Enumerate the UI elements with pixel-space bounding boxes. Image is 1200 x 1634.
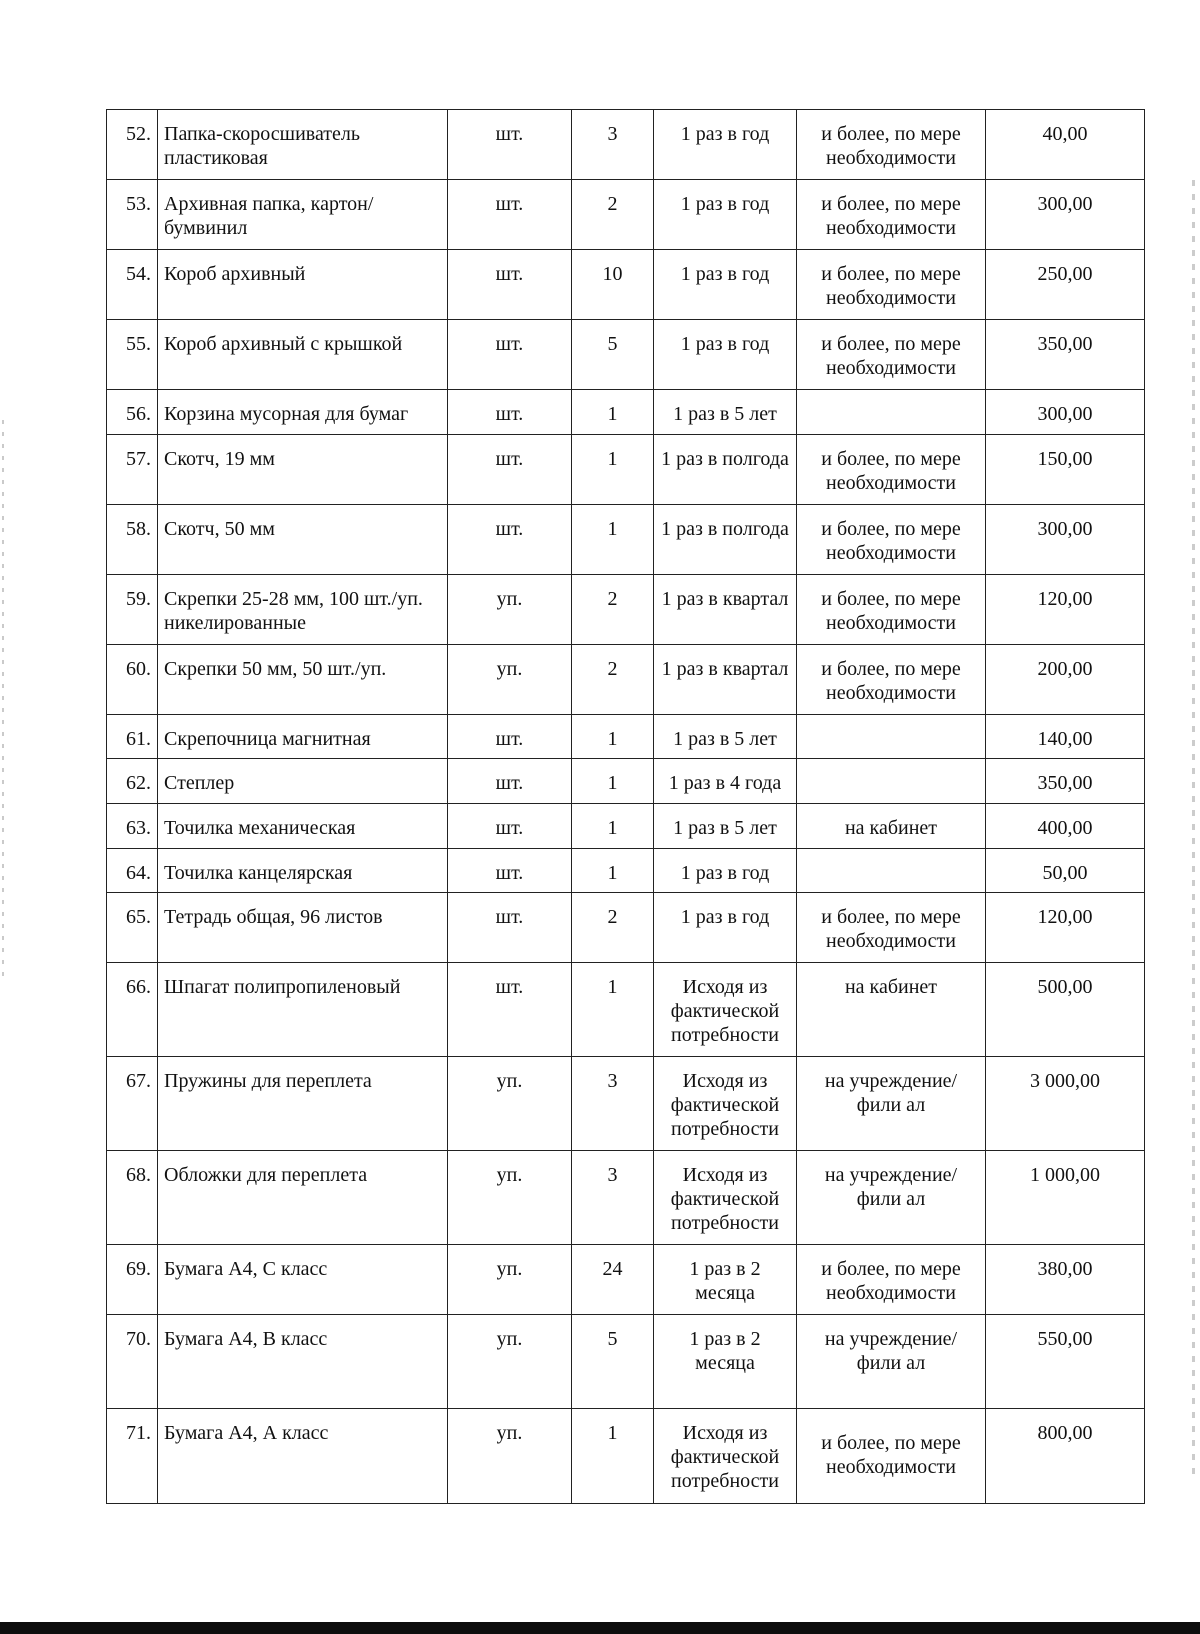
quantity-cell: 2: [572, 645, 654, 715]
row-number: 67.: [107, 1057, 158, 1151]
row-number: 64.: [107, 849, 158, 893]
unit-cell: уп.: [448, 1057, 572, 1151]
period-cell: 1 раз в год: [654, 180, 797, 250]
note-cell: на учреждение/фили ал: [797, 1315, 986, 1409]
period-cell: Исходя из фактической потребности: [654, 1151, 797, 1245]
price-cell: 250,00: [986, 250, 1145, 320]
item-name: Скотч, 19 мм: [158, 435, 448, 505]
item-name: Обложки для переплета: [158, 1151, 448, 1245]
quantity-cell: 3: [572, 1151, 654, 1245]
item-name: Скрепочница магнитная: [158, 715, 448, 759]
item-name: Пружины для переплета: [158, 1057, 448, 1151]
item-name: Бумага А4, В класс: [158, 1315, 448, 1409]
unit-cell: шт.: [448, 715, 572, 759]
price-cell: 400,00: [986, 804, 1145, 849]
price-cell: 350,00: [986, 320, 1145, 390]
item-name: Скрепки 25-28 мм, 100 шт./уп. никелированные: [158, 575, 448, 645]
table-row: [107, 804, 1145, 849]
unit-cell: шт.: [448, 759, 572, 804]
quantity-cell: 1: [572, 715, 654, 759]
price-cell: 800,00: [986, 1409, 1145, 1504]
price-cell: 140,00: [986, 715, 1145, 759]
quantity-cell: 5: [572, 1315, 654, 1409]
scan-artifact-right: [1192, 180, 1195, 1480]
note-cell: и более, по мере необходимости: [797, 1409, 986, 1504]
period-cell: 1 раз в год: [654, 893, 797, 963]
item-name: Короб архивный с крышкой: [158, 320, 448, 390]
row-number: 59.: [107, 575, 158, 645]
table-row: [107, 180, 1145, 250]
row-number: 60.: [107, 645, 158, 715]
table-row: [107, 645, 1145, 715]
row-number: 56.: [107, 390, 158, 435]
quantity-cell: 1: [572, 849, 654, 893]
note-cell: и более, по мере необходимости: [797, 435, 986, 505]
unit-cell: шт.: [448, 505, 572, 575]
table-row: [107, 1151, 1145, 1245]
period-cell: 1 раз в полгода: [654, 435, 797, 505]
note-cell: на кабинет: [797, 804, 986, 849]
row-number: 61.: [107, 715, 158, 759]
unit-cell: шт.: [448, 250, 572, 320]
table-row: [107, 575, 1145, 645]
row-number: 58.: [107, 505, 158, 575]
unit-cell: уп.: [448, 1409, 572, 1504]
table-row: [107, 435, 1145, 505]
scan-artifact-left: [2, 420, 4, 980]
quantity-cell: 1: [572, 759, 654, 804]
period-cell: 1 раз в 5 лет: [654, 804, 797, 849]
note-cell: на кабинет: [797, 963, 986, 1057]
quantity-cell: 2: [572, 180, 654, 250]
item-name: Точилка канцелярская: [158, 849, 448, 893]
price-cell: 120,00: [986, 893, 1145, 963]
note-cell: [797, 390, 986, 435]
row-number: 62.: [107, 759, 158, 804]
unit-cell: шт.: [448, 180, 572, 250]
unit-cell: уп.: [448, 1151, 572, 1245]
item-name: Архивная папка, картон/бумвинил: [158, 180, 448, 250]
supplies-table: [106, 109, 1145, 1504]
note-cell: и более, по мере необходимости: [797, 320, 986, 390]
note-cell: и более, по мере необходимости: [797, 1245, 986, 1315]
row-number: 63.: [107, 804, 158, 849]
quantity-cell: 1: [572, 435, 654, 505]
period-cell: 1 раз в год: [654, 110, 797, 180]
row-number: 68.: [107, 1151, 158, 1245]
unit-cell: шт.: [448, 893, 572, 963]
period-cell: 1 раз в год: [654, 320, 797, 390]
price-cell: 200,00: [986, 645, 1145, 715]
period-cell: 1 раз в 2 месяца: [654, 1245, 797, 1315]
note-cell: и более, по мере необходимости: [797, 180, 986, 250]
table-row: [107, 963, 1145, 1057]
row-number: 54.: [107, 250, 158, 320]
item-name: Корзина мусорная для бумаг: [158, 390, 448, 435]
note-cell: и более, по мере необходимости: [797, 250, 986, 320]
row-number: 65.: [107, 893, 158, 963]
table-row: [107, 893, 1145, 963]
price-cell: 150,00: [986, 435, 1145, 505]
period-cell: 1 раз в год: [654, 250, 797, 320]
note-cell: на учреждение/фили ал: [797, 1151, 986, 1245]
unit-cell: шт.: [448, 320, 572, 390]
item-name: Тетрадь общая, 96 листов: [158, 893, 448, 963]
unit-cell: уп.: [448, 1315, 572, 1409]
note-cell: и более, по мере необходимости: [797, 645, 986, 715]
quantity-cell: 1: [572, 963, 654, 1057]
price-cell: 300,00: [986, 390, 1145, 435]
period-cell: Исходя из фактической потребности: [654, 1409, 797, 1504]
quantity-cell: 1: [572, 804, 654, 849]
note-cell: [797, 849, 986, 893]
price-cell: 550,00: [986, 1315, 1145, 1409]
item-name: Короб архивный: [158, 250, 448, 320]
note-cell: [797, 759, 986, 804]
period-cell: 1 раз в 2 месяца: [654, 1315, 797, 1409]
period-cell: 1 раз в 5 лет: [654, 390, 797, 435]
period-cell: 1 раз в полгода: [654, 505, 797, 575]
table-row: [107, 320, 1145, 390]
item-name: Бумага А4, С класс: [158, 1245, 448, 1315]
scan-artifact-bottom: [0, 1622, 1200, 1634]
unit-cell: шт.: [448, 110, 572, 180]
period-cell: 1 раз в квартал: [654, 575, 797, 645]
price-cell: 120,00: [986, 575, 1145, 645]
table-row: [107, 1245, 1145, 1315]
table-row: [107, 1409, 1145, 1504]
price-cell: 500,00: [986, 963, 1145, 1057]
price-cell: 300,00: [986, 180, 1145, 250]
item-name: Степлер: [158, 759, 448, 804]
unit-cell: шт.: [448, 390, 572, 435]
table-row: [107, 715, 1145, 759]
quantity-cell: 3: [572, 1057, 654, 1151]
unit-cell: уп.: [448, 645, 572, 715]
row-number: 66.: [107, 963, 158, 1057]
quantity-cell: 1: [572, 1409, 654, 1504]
quantity-cell: 2: [572, 575, 654, 645]
item-name: Скрепки 50 мм, 50 шт./уп.: [158, 645, 448, 715]
table-row: [107, 1057, 1145, 1151]
row-number: 71.: [107, 1409, 158, 1504]
period-cell: Исходя из фактической потребности: [654, 963, 797, 1057]
unit-cell: шт.: [448, 435, 572, 505]
table-row: [107, 759, 1145, 804]
table-row: [107, 250, 1145, 320]
item-name: Точилка механическая: [158, 804, 448, 849]
row-number: 53.: [107, 180, 158, 250]
row-number: 52.: [107, 110, 158, 180]
unit-cell: шт.: [448, 804, 572, 849]
quantity-cell: 5: [572, 320, 654, 390]
table-row: [107, 1315, 1145, 1409]
unit-cell: уп.: [448, 1245, 572, 1315]
item-name: Бумага А4, А класс: [158, 1409, 448, 1504]
price-cell: 350,00: [986, 759, 1145, 804]
price-cell: 380,00: [986, 1245, 1145, 1315]
unit-cell: уп.: [448, 575, 572, 645]
table-row: [107, 110, 1145, 180]
period-cell: 1 раз в год: [654, 849, 797, 893]
period-cell: 1 раз в 5 лет: [654, 715, 797, 759]
note-cell: и более, по мере необходимости: [797, 505, 986, 575]
quantity-cell: 3: [572, 110, 654, 180]
period-cell: 1 раз в квартал: [654, 645, 797, 715]
unit-cell: шт.: [448, 963, 572, 1057]
note-cell: и более, по мере необходимости: [797, 575, 986, 645]
price-cell: 300,00: [986, 505, 1145, 575]
quantity-cell: 2: [572, 893, 654, 963]
table-row: [107, 505, 1145, 575]
item-name: Шпагат полипропиленовый: [158, 963, 448, 1057]
quantity-cell: 24: [572, 1245, 654, 1315]
price-cell: 50,00: [986, 849, 1145, 893]
note-cell: [797, 715, 986, 759]
row-number: 55.: [107, 320, 158, 390]
row-number: 57.: [107, 435, 158, 505]
price-cell: 40,00: [986, 110, 1145, 180]
quantity-cell: 1: [572, 505, 654, 575]
price-cell: 1 000,00: [986, 1151, 1145, 1245]
note-cell: и более, по мере необходимости: [797, 110, 986, 180]
note-cell: на учреждение/фили ал: [797, 1057, 986, 1151]
price-cell: 3 000,00: [986, 1057, 1145, 1151]
table-row: [107, 849, 1145, 893]
table-body: [107, 110, 1145, 1504]
quantity-cell: 10: [572, 250, 654, 320]
table-row: [107, 390, 1145, 435]
period-cell: 1 раз в 4 года: [654, 759, 797, 804]
row-number: 70.: [107, 1315, 158, 1409]
item-name: Скотч, 50 мм: [158, 505, 448, 575]
item-name: Папка-скоросшиватель пластиковая: [158, 110, 448, 180]
period-cell: Исходя из фактической потребности: [654, 1057, 797, 1151]
row-number: 69.: [107, 1245, 158, 1315]
unit-cell: шт.: [448, 849, 572, 893]
note-cell: и более, по мере необходимости: [797, 893, 986, 963]
quantity-cell: 1: [572, 390, 654, 435]
